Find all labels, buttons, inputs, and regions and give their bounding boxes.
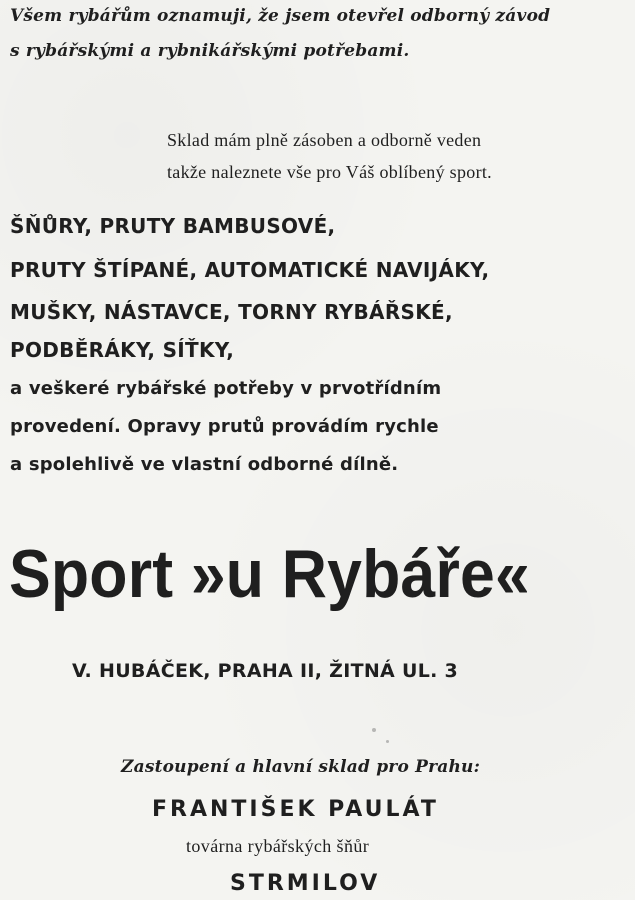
factory-line: továrna rybářských šňůr xyxy=(186,836,370,856)
print-speck-2 xyxy=(386,740,389,743)
products-line-2: PRUTY ŠTÍPANÉ, AUTOMATICKÉ NAVIJÁKY, xyxy=(10,258,490,282)
stock-note-line-1: Sklad mám plně zásoben a odborně veden xyxy=(167,130,482,150)
representation-intro: Zastoupení a hlavní sklad pro Prahu: xyxy=(121,757,481,777)
business-headline: Sport »u Rybáře« xyxy=(9,536,530,612)
place-name: STRMILOV xyxy=(230,871,381,896)
description-line-2: provedení. Opravy prutů provádím rychle xyxy=(10,416,439,437)
intro-line-2: s rybářskými a rybnikářskými potřebami. xyxy=(10,41,410,61)
description-line-3: a spolehlivě ve vlastní odborné dílně. xyxy=(10,454,399,475)
address-line: V. HUBÁČEK, PRAHA II, ŽITNÁ UL. 3 xyxy=(72,660,459,682)
print-speck-1 xyxy=(372,728,376,732)
representative-name: FRANTIŠEK PAULÁT xyxy=(152,797,439,822)
intro-line-1: Všem rybářům oznamuji, že jsem otevřel odborný závod xyxy=(10,6,551,26)
products-line-3: MUŠKY, NÁSTAVCE, TORNY RYBÁŘSKÉ, xyxy=(10,300,453,324)
products-line-1: ŠŇŮRY, PRUTY BAMBUSOVÉ, xyxy=(10,214,336,238)
products-line-4: PODBĚRÁKY, SÍŤKY, xyxy=(10,338,235,362)
stock-note-line-2: takže naleznete vše pro Váš oblíbený sport. xyxy=(167,162,492,182)
description-line-1: a veškeré rybářské potřeby v prvotřídním xyxy=(10,378,442,399)
